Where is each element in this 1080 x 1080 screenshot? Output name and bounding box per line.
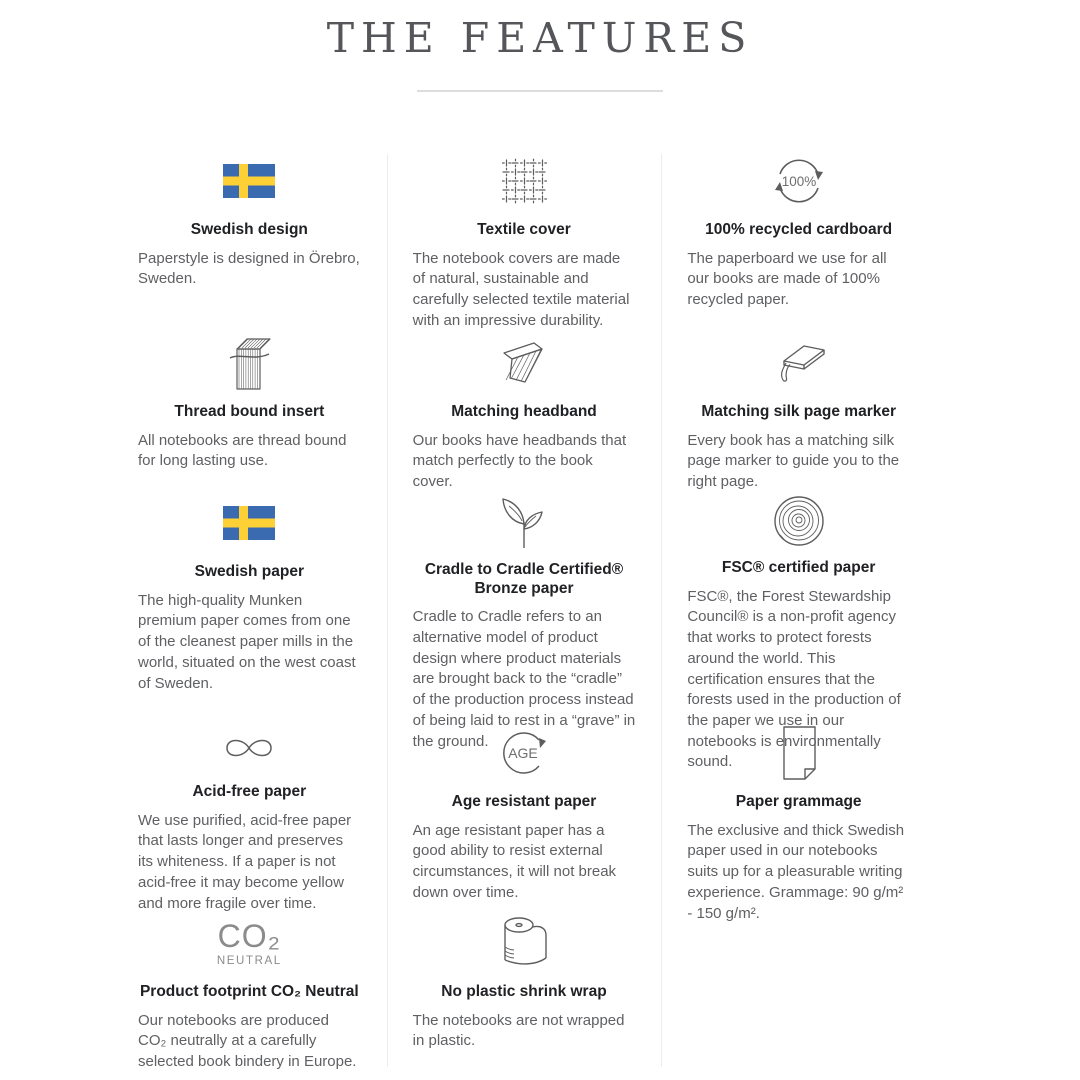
svg-text:100%: 100% — [781, 174, 816, 190]
column-divider — [387, 154, 388, 1067]
paper-sheet-icon — [777, 724, 821, 782]
features-grid-wrapper — [112, 152, 936, 1073]
feature-card — [112, 914, 387, 1073]
feature-description: Our notebooks are produced CO₂ neutrally at a carefully selected book bindery in Europe. — [138, 1011, 357, 1071]
feature-title: Age resistant paper — [451, 793, 597, 811]
age-circle-icon — [495, 724, 553, 782]
plant-sprout-icon — [498, 494, 550, 550]
feature-description: FSC®, the Forest Stewardship Council® is a non-profit agency that works to protect forests around the world. This certification ensures that the forests used in the production of the paper we use in our notebooks is environmentally sound. — [687, 587, 901, 771]
feature-description: The notebooks are not wrapped in plastic. — [412, 1011, 625, 1050]
feature-card — [661, 724, 936, 922]
thread-bound-icon — [222, 334, 276, 392]
infinity-icon — [218, 724, 280, 772]
feature-title: Swedish paper — [194, 563, 305, 581]
textile-weave-icon — [499, 152, 549, 210]
feature-card — [112, 724, 387, 914]
feature-card — [661, 334, 936, 494]
feature-title: No plastic shrink wrap — [441, 983, 607, 1001]
feature-card — [112, 334, 387, 494]
swedish-flag-icon — [223, 152, 275, 210]
feature-title: 100% recycled cardboard — [705, 221, 893, 239]
feature-card — [387, 914, 662, 1073]
features-grid — [112, 152, 936, 1073]
feature-card — [112, 494, 387, 724]
feature-title: Product footprint CO₂ Neutral — [139, 983, 359, 1001]
tree-rings-icon — [772, 494, 826, 548]
feature-title: Matching silk page marker — [701, 403, 896, 421]
feature-title: Textile cover — [477, 221, 571, 239]
header-divider — [417, 90, 663, 92]
feature-description: An age resistant paper has a good ability to resist external circumstances, it will not break down over time. — [412, 821, 617, 901]
feature-description: Cradle to Cradle refers to an alternative model of product design where product materials are brought back to the “cradle” of the production process instead of being laid to rest in a “grave” in the ground. — [412, 608, 636, 750]
feature-description: All notebooks are thread bound for long lasting use. — [138, 431, 347, 470]
feature-description: The paperboard we use for all our books are made of 100% recycled paper. — [687, 249, 887, 309]
feature-description: The notebook covers are made of natural, sustainable and carefully selected textile material with an impressive durability. — [412, 249, 630, 329]
feature-title: Acid-free paper — [192, 783, 307, 801]
feature-card — [387, 724, 662, 914]
feature-card — [387, 494, 662, 750]
page-header — [0, 0, 1080, 92]
recycle-100-icon — [770, 152, 828, 210]
swedish-flag-icon — [223, 494, 275, 552]
feature-title: Cradle to Cradle Certified® Bronze paper — [424, 561, 624, 597]
feature-description: Every book has a matching silk page marker to guide you to the right page. — [687, 431, 900, 491]
feature-description: The exclusive and thick Swedish paper used in our notebooks suits up for a pleasurable writing experience. Grammage: 90 g/m² - 150 g/m². — [687, 821, 905, 922]
feature-card — [112, 152, 387, 334]
feature-card — [387, 152, 662, 334]
feature-description: The high-quality Munken premium paper comes from one of the cleanest paper mills in the world, situated on the west coast of Sweden. — [138, 591, 356, 692]
feature-title: Thread bound insert — [174, 403, 325, 421]
column-divider — [661, 154, 662, 1067]
feature-card — [387, 334, 662, 494]
feature-card — [661, 494, 936, 771]
co2-neutral-icon: CO₂ NEUTRAL — [216, 917, 282, 967]
svg-text:AGE: AGE — [508, 745, 538, 762]
silk-marker-icon — [770, 334, 828, 392]
plastic-roll-icon — [496, 914, 552, 972]
feature-description: Paperstyle is designed in Örebro, Sweden. — [138, 249, 360, 288]
feature-title: Swedish design — [190, 221, 308, 239]
page-title: THE FEATURES — [326, 14, 754, 62]
feature-description: We use purified, acid-free paper that lasts longer and preserves its whiteness. If a paper is not acid-free it may become yellow and more fragile over time. — [138, 811, 352, 912]
feature-title: FSC® certified paper — [721, 559, 876, 577]
headband-icon — [497, 334, 551, 392]
feature-description: Our books have headbands that match perfectly to the book cover. — [412, 431, 627, 491]
feature-title: Paper grammage — [735, 793, 862, 811]
feature-card — [661, 152, 936, 334]
feature-title: Matching headband — [451, 403, 597, 421]
